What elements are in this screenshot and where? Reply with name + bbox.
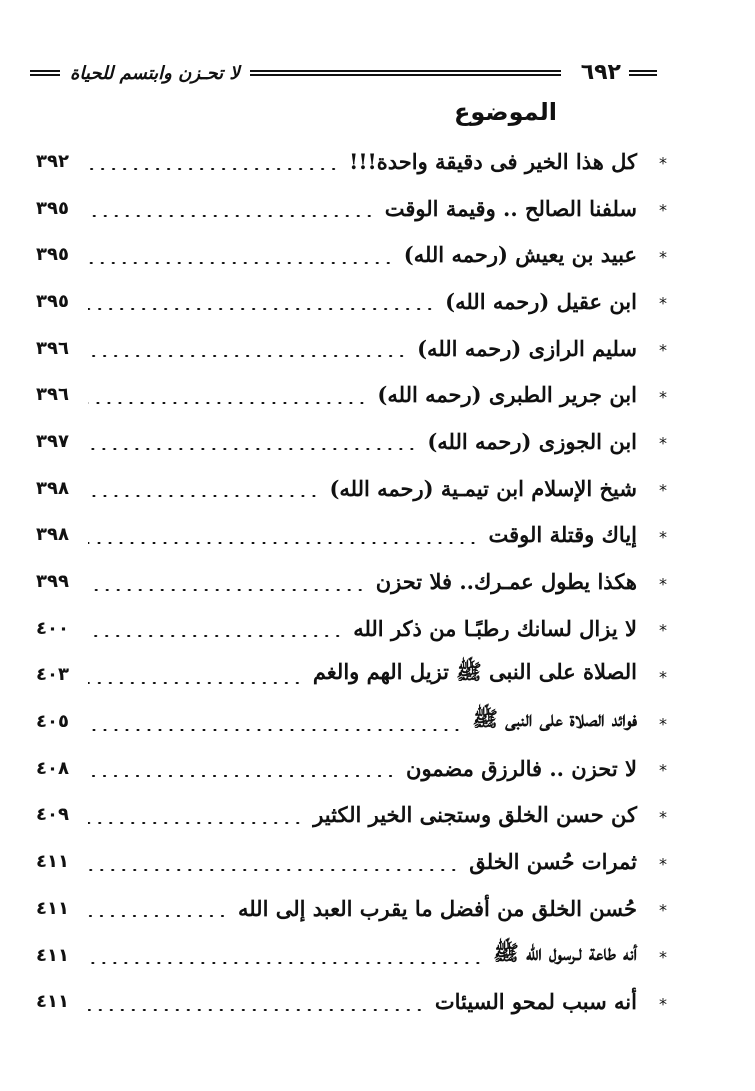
column-headings xyxy=(38,92,557,132)
dot-leader xyxy=(88,168,339,170)
bullet-star-icon: * xyxy=(659,153,667,173)
entry-page-number: ٣٩٩ xyxy=(36,571,69,593)
entry-title: كن حسن الخلق وستجنى الخير الكثير xyxy=(313,802,637,828)
entry-page-number: ٣٩٥ xyxy=(36,197,69,219)
entry-page-number: ٤٠٨ xyxy=(36,757,69,779)
bullet-star-icon: * xyxy=(659,667,667,687)
entry-page-number: ٤١١ xyxy=(36,944,69,966)
entry-page-number: ٤١١ xyxy=(36,991,69,1013)
entry-page-number: ٣٩٥ xyxy=(36,244,69,266)
entry-title: لا تحزن .. فالرزق مضمون xyxy=(406,755,637,781)
toc-entry xyxy=(36,558,667,605)
bullet-star-icon: * xyxy=(659,247,667,267)
toc-entry xyxy=(36,371,667,418)
toc-entry xyxy=(36,838,667,885)
entry-title: ابن عقيل (رحمه الله) xyxy=(445,288,637,314)
page-number: ٦٩٢ xyxy=(580,60,621,85)
toc-entry xyxy=(36,138,667,185)
toc-entry xyxy=(36,605,667,652)
table-of-contents xyxy=(36,138,667,1025)
bullet-star-icon: * xyxy=(659,713,667,733)
entry-title: لا يزال لسانك رطبًـا من ذكر الله xyxy=(353,615,637,641)
entry-page-number: ٣٩٥ xyxy=(36,290,69,312)
entry-title: ابن جرير الطبرى (رحمه الله) xyxy=(377,382,637,408)
book-title: لا تحـزن وابتسم للحياة xyxy=(70,62,240,84)
dot-leader xyxy=(88,915,228,917)
dot-leader xyxy=(88,589,366,591)
entry-title: فوائد الصلاة على النبى ﷺ xyxy=(472,706,637,732)
header-rule-left xyxy=(30,70,60,76)
bullet-star-icon: * xyxy=(659,293,667,313)
toc-entry xyxy=(36,465,667,512)
toc-entry xyxy=(36,418,667,465)
bullet-star-icon: * xyxy=(659,900,667,920)
dot-leader xyxy=(88,495,319,497)
bullet-star-icon: * xyxy=(659,340,667,360)
header-rule-right xyxy=(629,70,657,76)
bullet-star-icon: * xyxy=(659,387,667,407)
dot-leader xyxy=(88,635,343,637)
toc-entry xyxy=(36,185,667,232)
entry-title: أنه سبب لمحو السيئات xyxy=(434,989,637,1015)
toc-entry xyxy=(36,325,667,372)
dot-leader xyxy=(88,869,459,871)
dot-leader xyxy=(88,448,417,450)
entry-page-number: ٣٩٧ xyxy=(36,430,69,452)
bullet-star-icon: * xyxy=(659,854,667,874)
entry-page-number: ٤٠٠ xyxy=(36,617,69,639)
entry-page-number: ٤٠٥ xyxy=(36,711,69,733)
toc-entry xyxy=(36,652,667,699)
dot-leader xyxy=(88,355,407,357)
dot-leader xyxy=(88,402,367,404)
topic-column-heading: الموضوع xyxy=(453,98,557,126)
bullet-star-icon: * xyxy=(659,200,667,220)
bullet-star-icon: * xyxy=(659,433,667,453)
bullet-star-icon: * xyxy=(659,760,667,780)
dot-leader xyxy=(88,308,435,310)
entry-title: شيخ الإسلام ابن تيمـية (رحمه الله) xyxy=(329,475,637,501)
entry-page-number: ٣٩٦ xyxy=(36,384,69,406)
toc-entry xyxy=(36,512,667,559)
dot-leader xyxy=(88,775,396,777)
bullet-star-icon: * xyxy=(659,807,667,827)
dot-leader xyxy=(88,729,462,731)
toc-entry xyxy=(36,978,667,1025)
dot-leader xyxy=(88,682,303,684)
bullet-star-icon: * xyxy=(659,527,667,547)
running-header xyxy=(30,58,657,88)
header-rule-middle xyxy=(250,70,561,76)
dot-leader xyxy=(88,262,394,264)
bullet-star-icon: * xyxy=(659,947,667,967)
entry-page-number: ٣٩٨ xyxy=(36,477,69,499)
toc-entry xyxy=(36,698,667,745)
entry-title: إياك وقتلة الوقت xyxy=(488,522,637,548)
entry-title: سليم الرازى (رحمه الله) xyxy=(417,335,637,361)
toc-entry xyxy=(36,792,667,839)
entry-page-number: ٣٩٢ xyxy=(36,150,69,172)
entry-title: سلفنا الصالح .. وقيمة الوقت xyxy=(384,195,637,221)
toc-entry xyxy=(36,932,667,979)
entry-page-number: ٣٩٦ xyxy=(36,337,69,359)
entry-page-number: ٣٩٨ xyxy=(36,524,69,546)
toc-entry xyxy=(36,885,667,932)
bullet-star-icon: * xyxy=(659,620,667,640)
dot-leader xyxy=(88,962,483,964)
entry-title: هكذا يطول عمـرك.. فلا تحزن xyxy=(375,569,637,595)
entry-title: ثمرات حُسن الخلق xyxy=(469,849,637,875)
entry-page-number: ٤٠٣ xyxy=(36,664,69,686)
entry-title: ابن الجوزى (رحمه الله) xyxy=(427,428,637,454)
dot-leader xyxy=(88,215,375,217)
dot-leader xyxy=(88,542,479,544)
entry-title: عبيد بن يعيش (رحمه الله) xyxy=(403,242,637,268)
entry-title: الصلاة على النبى ﷺ تزيل الهم والغم xyxy=(312,659,637,685)
bullet-star-icon: * xyxy=(659,994,667,1014)
entry-page-number: ٤١١ xyxy=(36,851,69,873)
entry-title: حُسن الخلق من أفضل ما يقرب العبد إلى الله xyxy=(237,895,637,921)
bullet-star-icon: * xyxy=(659,480,667,500)
toc-entry xyxy=(36,278,667,325)
entry-page-number: ٤٠٩ xyxy=(36,804,69,826)
dot-leader xyxy=(88,822,303,824)
toc-entry xyxy=(36,231,667,278)
dot-leader xyxy=(88,1009,425,1011)
entry-page-number: ٤١١ xyxy=(36,897,69,919)
entry-title: كل هذا الخير فى دقيقة واحدة!!! xyxy=(349,148,637,174)
toc-entry xyxy=(36,745,667,792)
bullet-star-icon: * xyxy=(659,573,667,593)
entry-title: أنه طاعة لـرسول الله ﷺ xyxy=(493,939,637,965)
